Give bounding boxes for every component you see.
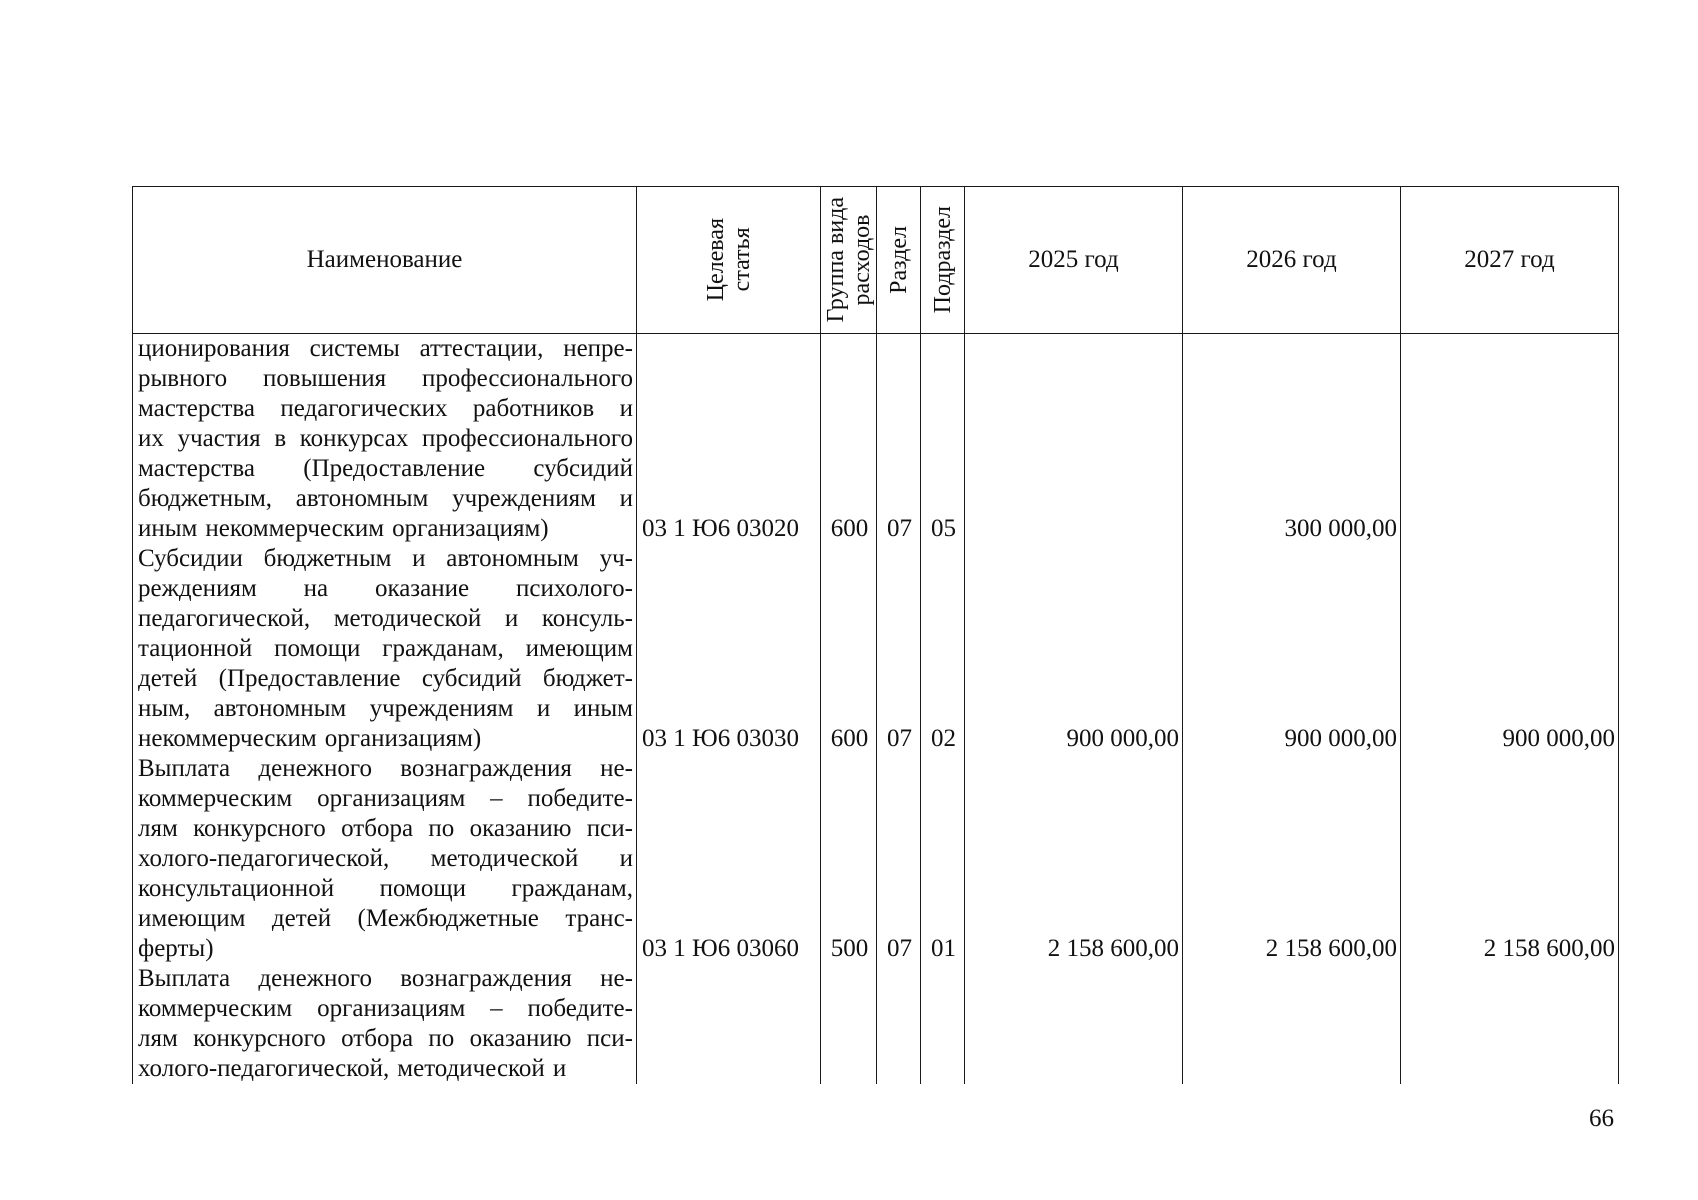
name-word: консультационной <box>138 875 335 902</box>
amount-2026-cell: 2 158 600,00 <box>1183 754 1401 964</box>
header-target-line2: статья <box>728 228 755 292</box>
name-word: конкурсного <box>193 1025 326 1052</box>
name-word: участия <box>177 425 261 452</box>
name-word: коммерческим <box>138 785 293 812</box>
name-word: и <box>552 1055 567 1082</box>
section-cell: 07 <box>877 544 921 754</box>
name-word: повышения <box>263 365 387 392</box>
name-word: холого-педагогической, <box>138 845 390 872</box>
name-word: бюджетным <box>263 545 392 572</box>
name-text-line <box>138 544 633 574</box>
name-word: и <box>619 395 633 422</box>
budget-table <box>132 186 1619 1084</box>
name-text-line <box>138 454 633 484</box>
name-word: лям <box>138 1025 178 1052</box>
header-name: Наименование <box>133 187 637 334</box>
name-word: тационной <box>138 635 253 662</box>
name-word: бюджетным, <box>138 485 273 512</box>
name-text-line <box>138 394 633 424</box>
name-word: имеющим <box>138 905 246 932</box>
name-word: автономным <box>446 545 579 572</box>
name-word: по <box>428 1025 455 1052</box>
amount-2026-cell <box>1183 964 1401 1084</box>
target-article-cell: 03 1 Ю6 03030 <box>637 544 821 754</box>
amount-2027-cell: 900 000,00 <box>1401 544 1619 754</box>
name-word: организациям <box>317 785 466 812</box>
name-word: имеющим <box>525 635 633 662</box>
name-word: иным <box>573 695 633 722</box>
subsection-cell: 01 <box>921 754 965 964</box>
header-subsection <box>921 187 965 334</box>
name-word: вознаграждения <box>400 965 572 992</box>
name-word: методической <box>333 605 482 632</box>
section-cell <box>877 964 921 1084</box>
name-word: транс- <box>565 905 633 932</box>
name-word: конкурсного <box>193 815 326 842</box>
table-row <box>133 754 1619 964</box>
name-word: ферты) <box>138 935 214 962</box>
amount-2025-cell: 2 158 600,00 <box>965 754 1183 964</box>
name-word: пси- <box>586 1025 633 1052</box>
name-word: профессионального <box>422 425 633 452</box>
name-word: оказание <box>374 575 470 602</box>
name-word: ционирования <box>138 335 290 362</box>
name-word: Выплата <box>138 965 231 992</box>
name-word: пси- <box>586 815 633 842</box>
name-word: детей <box>271 905 332 932</box>
name-word: и <box>504 605 519 632</box>
name-word: по <box>428 815 455 842</box>
name-word: помощи <box>379 875 466 902</box>
name-word: их <box>138 425 164 452</box>
name-text-line <box>138 994 633 1024</box>
amount-2027-cell <box>1401 964 1619 1084</box>
name-cell <box>133 334 637 545</box>
name-word: организациям) <box>324 725 482 752</box>
name-word: оказанию <box>469 815 572 842</box>
name-cell <box>133 544 637 754</box>
name-word: субсидий <box>533 455 633 482</box>
name-text-line <box>138 334 633 364</box>
amount-2025-cell <box>965 334 1183 545</box>
name-text-line <box>138 724 633 754</box>
expense-group-cell: 500 <box>821 754 877 964</box>
name-text-line <box>138 424 633 454</box>
target-article-cell: 03 1 Ю6 03060 <box>637 754 821 964</box>
name-word: (Предоставление <box>218 665 401 692</box>
table-row <box>133 334 1619 545</box>
name-word: детей <box>138 665 198 692</box>
name-word: помощи <box>274 635 361 662</box>
header-target-article <box>637 187 821 334</box>
name-word: педагогической, <box>138 605 311 632</box>
name-word: денежного <box>258 755 372 782</box>
name-word: организациям) <box>392 515 549 542</box>
name-word: – <box>490 785 503 812</box>
name-word: учреждениям <box>369 695 514 722</box>
name-word: и <box>619 485 633 512</box>
name-text-line <box>138 604 633 634</box>
name-text-line <box>138 904 633 934</box>
name-word: субсидий <box>421 665 522 692</box>
name-word: отбора <box>341 1025 414 1052</box>
name-cell <box>133 754 637 964</box>
header-year-2026: 2026 год <box>1183 187 1401 334</box>
name-word: не- <box>600 965 633 992</box>
name-text-line <box>138 844 633 874</box>
name-text-line <box>138 874 633 904</box>
expense-group-cell: 600 <box>821 334 877 545</box>
name-word: автономным <box>213 695 347 722</box>
section-cell: 07 <box>877 334 921 545</box>
name-word: учреждениям <box>452 485 596 512</box>
name-word: (Межбюджетные <box>357 905 539 932</box>
name-word: некоммерческим <box>138 725 317 752</box>
amount-2025-cell: 900 000,00 <box>965 544 1183 754</box>
name-cell <box>133 964 637 1084</box>
header-expense-group <box>821 187 877 334</box>
header-year-2025: 2025 год <box>965 187 1183 334</box>
name-text-line <box>138 754 633 784</box>
name-text-line <box>138 1054 633 1084</box>
header-section-label: Раздел <box>885 226 912 294</box>
amount-2027-cell: 2 158 600,00 <box>1401 754 1619 964</box>
name-word: оказанию <box>469 1025 572 1052</box>
name-word: консуль- <box>541 605 633 632</box>
name-text-line <box>138 574 633 604</box>
name-text-line <box>138 964 633 994</box>
amount-2025-cell <box>965 964 1183 1084</box>
name-text-line <box>138 784 633 814</box>
name-word: победите- <box>527 995 633 1022</box>
name-word: и <box>536 695 551 722</box>
name-word: бюджет- <box>542 665 633 692</box>
name-text-line <box>138 1024 633 1054</box>
name-word: реждениям <box>138 575 257 602</box>
name-word: профессионального <box>422 365 633 392</box>
name-word: мастерства <box>138 395 255 422</box>
name-word: Выплата <box>138 755 231 782</box>
name-word: методической <box>397 1055 545 1082</box>
name-text-line <box>138 634 633 664</box>
name-word: иным <box>138 515 198 542</box>
section-cell: 07 <box>877 754 921 964</box>
header-year-2027: 2027 год <box>1401 187 1619 334</box>
name-text-line <box>138 514 633 544</box>
header-section <box>877 187 921 334</box>
target-article-cell <box>637 964 821 1084</box>
name-text-line <box>138 814 633 844</box>
name-word: вознаграждения <box>400 755 572 782</box>
header-group-line2: расходов <box>848 214 875 306</box>
table-row <box>133 544 1619 754</box>
header-group-line1: Группа вида <box>822 197 849 323</box>
name-word: автономным <box>295 485 429 512</box>
name-word: гражданам, <box>511 875 633 902</box>
name-word: непре- <box>563 335 633 362</box>
name-text-line <box>138 664 633 694</box>
subsection-cell <box>921 964 965 1084</box>
name-text-line <box>138 364 633 394</box>
name-word: ным, <box>138 695 191 722</box>
subsection-cell: 02 <box>921 544 965 754</box>
name-word: аттестации, <box>419 335 544 362</box>
expense-group-cell <box>821 964 877 1084</box>
name-text-line <box>138 484 633 514</box>
name-word: лям <box>138 815 178 842</box>
name-word: коммерческим <box>138 995 293 1022</box>
expense-group-cell: 600 <box>821 544 877 754</box>
name-text-line <box>138 694 633 724</box>
name-word: в <box>274 425 287 452</box>
name-word: педагогических <box>280 395 448 422</box>
amount-2027-cell <box>1401 334 1619 545</box>
name-word: денежного <box>258 965 372 992</box>
target-article-cell: 03 1 Ю6 03020 <box>637 334 821 545</box>
amount-2026-cell: 300 000,00 <box>1183 334 1401 545</box>
table-header-row <box>133 187 1619 334</box>
name-word: мастерства <box>138 455 255 482</box>
table-body <box>133 334 1619 1085</box>
name-word: холого-педагогической, <box>138 1055 390 1082</box>
name-word: гражданам, <box>382 635 504 662</box>
table-row-continued <box>133 964 1619 1084</box>
subsection-cell: 05 <box>921 334 965 545</box>
name-word: и <box>619 845 633 872</box>
name-word: психолого- <box>515 575 633 602</box>
name-word: уч- <box>599 545 633 572</box>
name-word: Субсидии <box>138 545 243 572</box>
page-number: 66 <box>1589 1105 1614 1132</box>
name-word: организациям <box>317 995 466 1022</box>
name-word: некоммерческим <box>205 515 385 542</box>
name-word: победите- <box>527 785 633 812</box>
name-word: рывного <box>138 365 228 392</box>
name-word: и <box>412 545 426 572</box>
name-word: системы <box>309 335 400 362</box>
header-target-line1: Целевая <box>702 218 729 302</box>
name-word: на <box>303 575 329 602</box>
amount-2026-cell: 900 000,00 <box>1183 544 1401 754</box>
name-word: отбора <box>341 815 414 842</box>
name-word: (Предоставление <box>303 455 486 482</box>
name-word: не- <box>600 755 633 782</box>
name-word: работников <box>472 395 595 422</box>
name-word: конкурсах <box>299 425 409 452</box>
header-subsection-label: Подраздел <box>929 206 956 314</box>
name-text-line <box>138 934 633 964</box>
name-word: – <box>490 995 503 1022</box>
name-word: методической <box>430 845 579 872</box>
